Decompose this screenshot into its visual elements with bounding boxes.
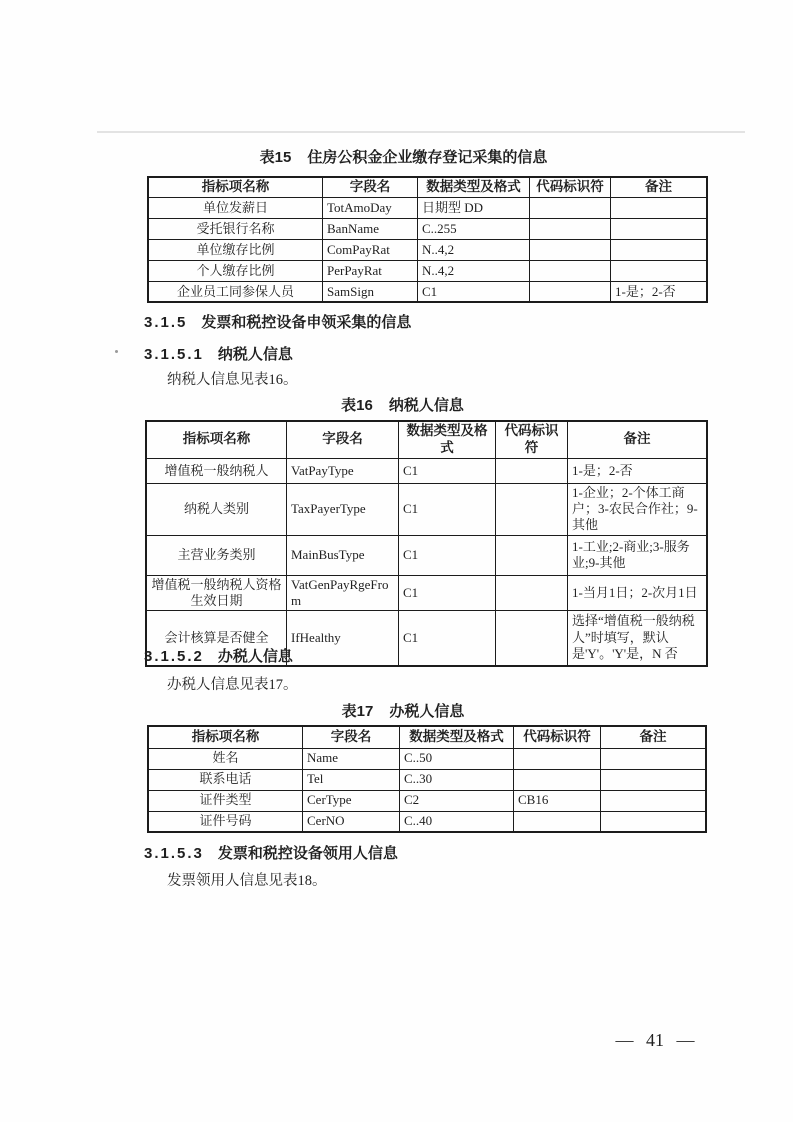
- table17-caption: [147, 700, 659, 721]
- table-row: [146, 575, 707, 611]
- table-cell: C..50: [400, 748, 514, 769]
- table17-tax-clerk-info: [147, 725, 707, 833]
- column-header: 代码标识符: [514, 726, 601, 748]
- column-header: 数据类型及格式: [418, 177, 530, 197]
- table-cell: C1: [399, 535, 496, 575]
- table16-caption-label: 表16: [341, 397, 373, 414]
- table-cell: MainBusType: [287, 535, 399, 575]
- table-cell: PerPayRat: [323, 260, 418, 281]
- table-row: [146, 483, 707, 535]
- table-cell: 证件号码: [148, 811, 303, 832]
- table-cell: [601, 769, 707, 790]
- table-row: [148, 239, 707, 260]
- table-cell: [611, 197, 708, 218]
- table-row: [148, 281, 707, 302]
- table-cell: [530, 197, 611, 218]
- table-cell: 主营业务类别: [146, 535, 287, 575]
- column-header: 指标项名称: [146, 421, 287, 458]
- section-number: 3.1.5: [144, 314, 188, 331]
- table-cell: C..40: [400, 811, 514, 832]
- table-row: [148, 769, 706, 790]
- table-cell: IfHealthy: [287, 611, 399, 666]
- table16-caption-title: 纳税人信息: [388, 397, 464, 414]
- table-cell: 1-企业；2-个体工商户；3-农民合作社；9-其他: [568, 483, 708, 535]
- table-cell: C2: [400, 790, 514, 811]
- table-cell: 日期型 DD: [418, 197, 530, 218]
- table-row: [146, 535, 707, 575]
- section-heading-3-1-5-3: [144, 842, 398, 863]
- table-cell: [530, 260, 611, 281]
- table-cell: 1-是；2-否: [568, 458, 708, 483]
- table-row: [148, 748, 706, 769]
- table-cell: [496, 575, 568, 611]
- table-cell: ComPayRat: [323, 239, 418, 260]
- table-cell: 企业员工同参保人员: [148, 281, 323, 302]
- table17-caption-label: 表17: [341, 703, 374, 720]
- column-header: 指标项名称: [148, 177, 323, 197]
- table-cell: C1: [399, 611, 496, 666]
- table-cell: TotAmoDay: [323, 197, 418, 218]
- table-row: [148, 811, 706, 832]
- table-row: [148, 197, 707, 218]
- table-cell: VatGenPayRgeFrom: [287, 575, 399, 611]
- table-cell: [496, 611, 568, 666]
- section-heading-3-1-5: [144, 311, 411, 332]
- column-header: 备注: [601, 726, 707, 748]
- paragraph-see-table18: 发票领用人信息见表18。: [167, 873, 327, 889]
- table-cell: [530, 281, 611, 302]
- section-title: 办税人信息: [217, 648, 293, 665]
- column-header: 数据类型及格式: [399, 421, 496, 458]
- table15-caption: [147, 146, 660, 167]
- table-cell: [496, 458, 568, 483]
- table15-housing-fund-info: [147, 176, 708, 303]
- table-cell: 1-当月1日；2-次月1日: [568, 575, 708, 611]
- column-header: 字段名: [323, 177, 418, 197]
- section-heading-3-1-5-2: [144, 645, 293, 666]
- table-cell: C1: [399, 575, 496, 611]
- table-cell: 姓名: [148, 748, 303, 769]
- table-cell: C..30: [400, 769, 514, 790]
- table-cell: 单位缴存比例: [148, 239, 323, 260]
- table-cell: SamSign: [323, 281, 418, 302]
- table-cell: BanName: [323, 218, 418, 239]
- header-row: [148, 726, 706, 748]
- section-heading-3-1-5-1: [144, 343, 293, 364]
- paragraph-see-table16: 纳税人信息见表16。: [167, 372, 298, 388]
- section-number: 3.1.5.1: [144, 346, 204, 363]
- table-cell: N..4,2: [418, 239, 530, 260]
- table-cell: N..4,2: [418, 260, 530, 281]
- table-cell: [611, 260, 708, 281]
- table-cell: [496, 535, 568, 575]
- table-cell: [514, 811, 601, 832]
- table15-caption-label: 表15: [259, 149, 292, 166]
- column-header: 字段名: [287, 421, 399, 458]
- table-cell: 会计核算是否健全: [146, 611, 287, 666]
- table-cell: TaxPayerType: [287, 483, 399, 535]
- table-cell: 个人缴存比例: [148, 260, 323, 281]
- table-cell: [530, 239, 611, 260]
- table-cell: C1: [418, 281, 530, 302]
- table-cell: 增值税一般纳税人资格生效日期: [146, 575, 287, 611]
- table-cell: [530, 218, 611, 239]
- column-header: 备注: [611, 177, 708, 197]
- table-cell: C1: [399, 458, 496, 483]
- table-cell: CB16: [514, 790, 601, 811]
- section-title: 发票和税控设备申领采集的信息: [201, 314, 412, 331]
- section-number: 3.1.5.3: [144, 845, 204, 862]
- scan-artifact-dot: [115, 350, 118, 353]
- section-title: 发票和税控设备领用人信息: [217, 845, 398, 862]
- section-number: 3.1.5.2: [144, 648, 204, 665]
- table-cell: C..255: [418, 218, 530, 239]
- table-cell: [601, 811, 707, 832]
- table-row: [148, 218, 707, 239]
- table-cell: [611, 239, 708, 260]
- table-cell: 受托银行名称: [148, 218, 323, 239]
- table15-caption-title: 住房公积金企业缴存登记采集的信息: [307, 149, 548, 166]
- table-cell: [514, 748, 601, 769]
- table16-caption: [145, 394, 660, 415]
- table-cell: [611, 218, 708, 239]
- column-header: 备注: [568, 421, 708, 458]
- table-row: [148, 790, 706, 811]
- table-cell: [496, 483, 568, 535]
- table-cell: [601, 790, 707, 811]
- header-row: [146, 421, 707, 458]
- table-cell: 选择“增值税一般纳税人”时填写，默认是'Y'。'Y'是，N 否: [568, 611, 708, 666]
- table-row: [148, 260, 707, 281]
- table-cell: C1: [399, 483, 496, 535]
- table-cell: 增值税一般纳税人: [146, 458, 287, 483]
- page-number: — 41 —: [615, 1030, 695, 1050]
- table-cell: Name: [303, 748, 400, 769]
- column-header: 代码标识符: [496, 421, 568, 458]
- table-cell: [514, 769, 601, 790]
- table-cell: CerNO: [303, 811, 400, 832]
- table-cell: 联系电话: [148, 769, 303, 790]
- table-cell: Tel: [303, 769, 400, 790]
- table-cell: [601, 748, 707, 769]
- table-cell: VatPayType: [287, 458, 399, 483]
- table-cell: CerType: [303, 790, 400, 811]
- column-header: 字段名: [303, 726, 400, 748]
- table17-caption-title: 办税人信息: [389, 703, 465, 720]
- table-cell: 1-工业;2-商业;3-服务业;9-其他: [568, 535, 708, 575]
- scan-divider-line: [97, 131, 745, 133]
- section-title: 纳税人信息: [217, 346, 293, 363]
- header-row: [148, 177, 707, 197]
- paragraph-see-table17: 办税人信息见表17。: [167, 677, 298, 693]
- column-header: 指标项名称: [148, 726, 303, 748]
- table-row: [146, 458, 707, 483]
- table-cell: 1-是；2-否: [611, 281, 708, 302]
- table16-taxpayer-info: [145, 420, 708, 667]
- table-cell: 单位发薪日: [148, 197, 323, 218]
- table-cell: 证件类型: [148, 790, 303, 811]
- column-header: 代码标识符: [530, 177, 611, 197]
- table-cell: 纳税人类别: [146, 483, 287, 535]
- column-header: 数据类型及格式: [400, 726, 514, 748]
